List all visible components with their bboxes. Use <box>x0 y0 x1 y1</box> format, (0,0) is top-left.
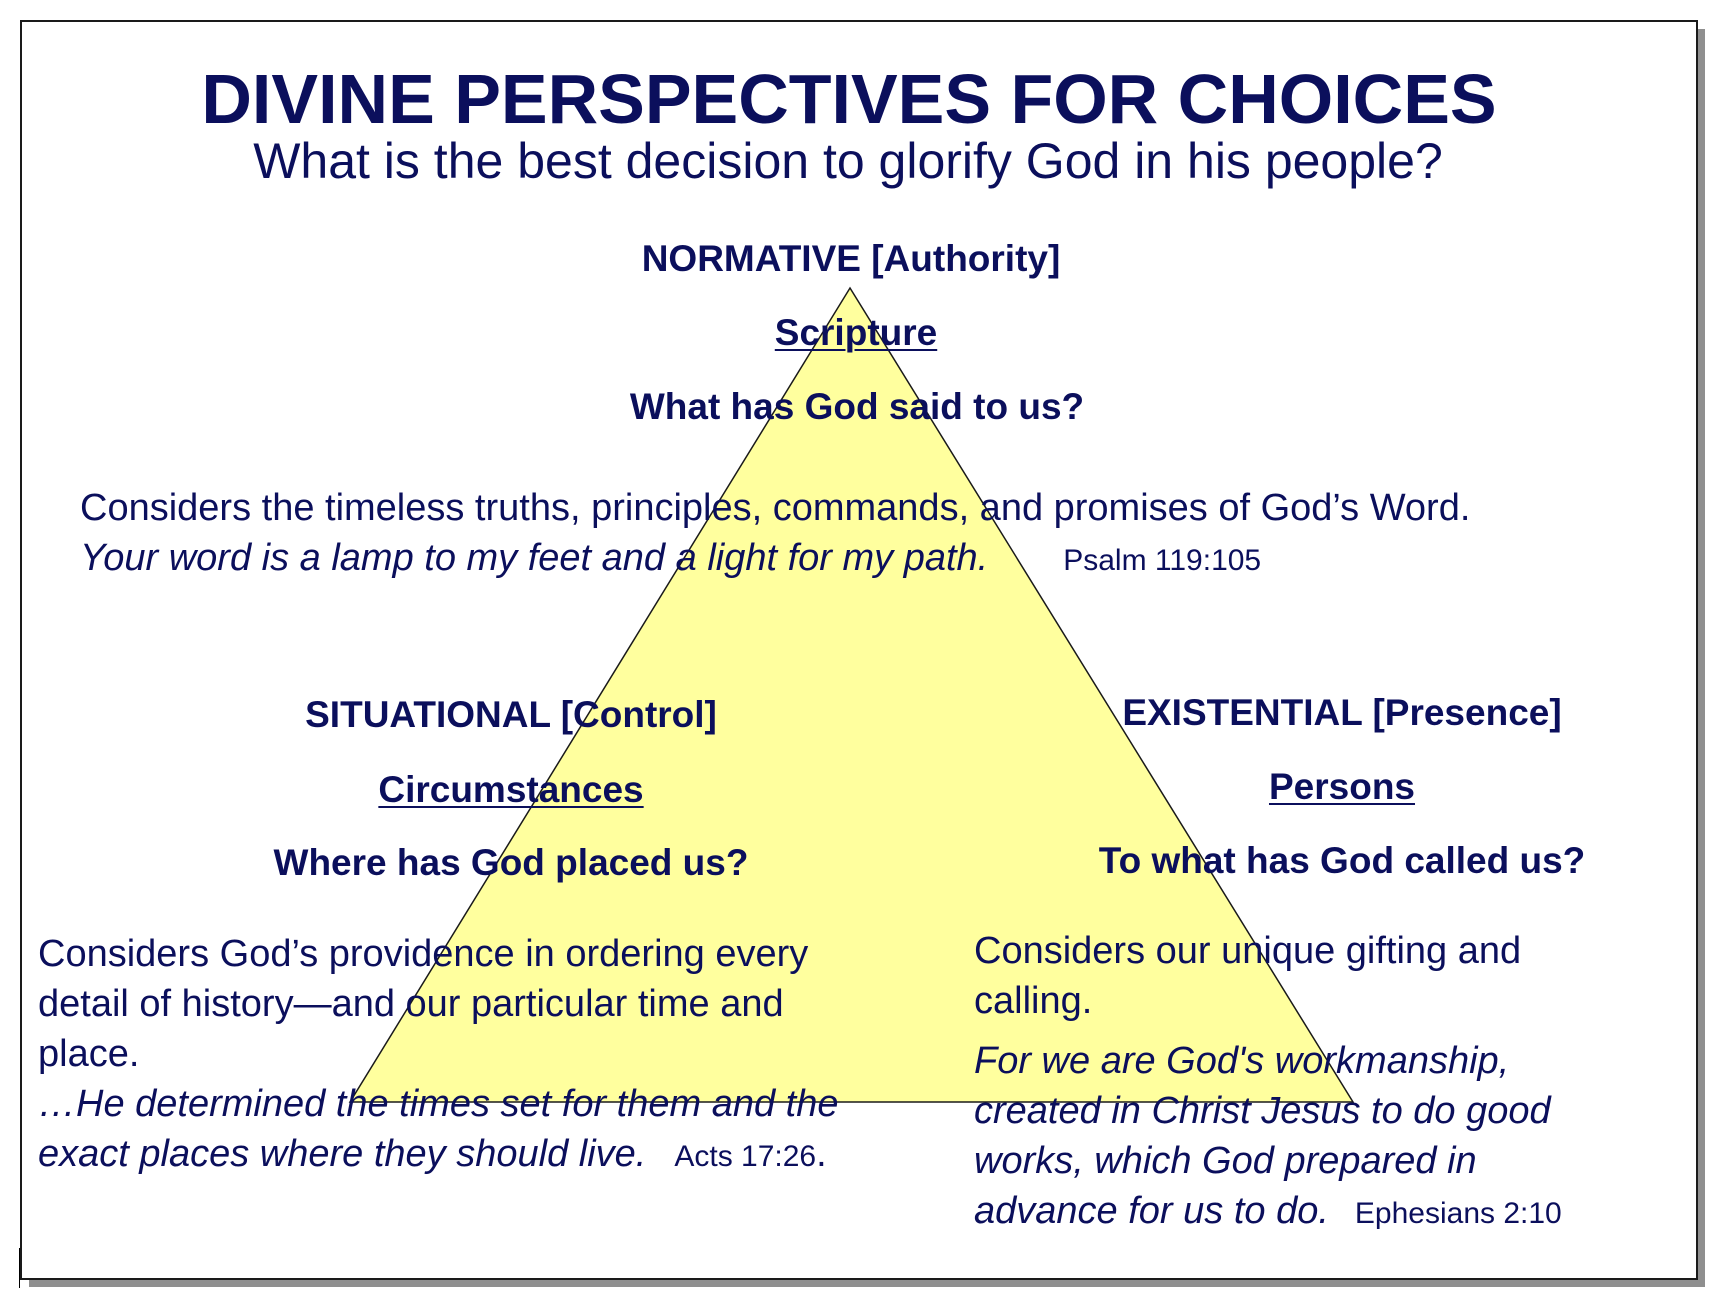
existential-verse-line: created in Christ Jesus to do good <box>974 1090 1551 1132</box>
normative-verse: Your word is a lamp to my feet and a light for my path. <box>80 537 989 579</box>
situational-question: Where has God placed us? <box>273 842 749 883</box>
existential-reference: Ephesians 2:10 <box>1354 1197 1562 1230</box>
existential-description-line: Considers our unique gifting and <box>974 930 1522 972</box>
situational-verse-last-line <box>38 1129 898 1182</box>
situational-verse-line: exact places where they should live. <box>38 1133 647 1175</box>
slide <box>20 20 1698 1280</box>
normative-description: Considers the timeless truths, principles, commands, and promises of God’s Word. <box>80 487 1471 529</box>
normative-verse-line <box>80 533 1680 586</box>
situational-reference: Acts 17:26 <box>674 1140 817 1173</box>
existential-focus: Persons <box>1268 766 1416 807</box>
situational-description-line: place. <box>38 1033 140 1075</box>
situational-reference-suffix: . <box>816 1133 827 1175</box>
normative-question: What has God said to us? <box>629 386 1085 427</box>
situational-description-line: Considers God’s providence in ordering every <box>38 933 809 975</box>
existential-text-block <box>974 926 1674 1239</box>
situational-text-block <box>38 929 898 1182</box>
existential-verse-line: For we are God's workmanship, <box>974 1040 1510 1082</box>
normative-text-block <box>80 483 1680 586</box>
situational-description-line: detail of history—and our particular time and <box>38 983 784 1025</box>
existential-verse-last-line <box>974 1186 1674 1239</box>
existential-question: To what has God called us? <box>1098 840 1586 881</box>
normative-focus: Scripture <box>774 312 938 353</box>
existential-heading: EXISTENTIAL [Presence] <box>1122 692 1562 733</box>
existential-verse-line: advance for us to do. <box>974 1190 1329 1232</box>
situational-verse-line: …He determined the times set for them and the <box>38 1083 839 1125</box>
existential-verse-line: works, which God prepared in <box>974 1140 1477 1182</box>
normative-reference: Psalm 119:105 <box>1063 544 1262 577</box>
page-subtitle: What is the best decision to glorify God in his people? <box>253 133 1443 189</box>
situational-heading: SITUATIONAL [Control] <box>305 694 717 735</box>
existential-description-line: calling. <box>974 980 1093 1022</box>
situational-focus: Circumstances <box>378 769 644 810</box>
page-title: DIVINE PERSPECTIVES FOR CHOICES <box>201 60 1497 138</box>
normative-heading: NORMATIVE [Authority] <box>641 238 1061 279</box>
